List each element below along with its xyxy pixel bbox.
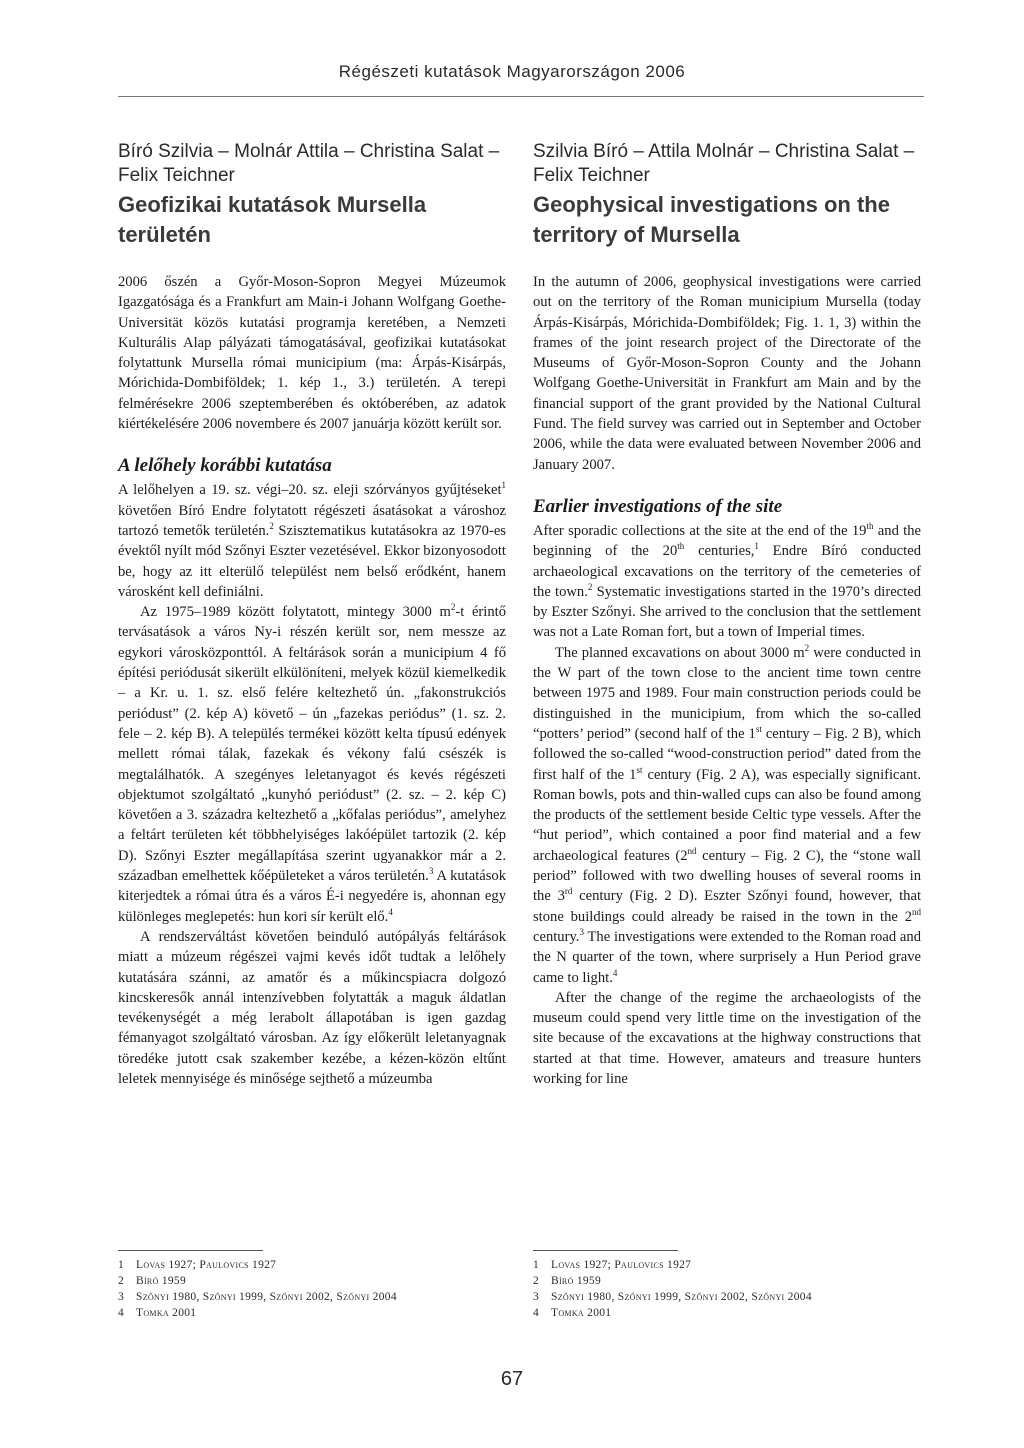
footnote-item: 2 Bíró 1959 xyxy=(118,1275,187,1287)
intro-paragraph: In the autumn of 2006, geophysical investigations were carried out on the territory of the Roman municipium Mursella (today Árpás-Kisárpás, Mórichida-Dombiföldek; Fig. 1. 1, 3) within the frames of the joint research project of the Directorate of the Museums of Győr-Moson-Sopron County and the Johann Wolfgang Goethe-Universität in Frankfurt am Main and by the financial support of the grant provided by the National Cultural Fund. The field survey was carried out in September and October 2006, while the data were evaluated between November 2006 and January 2007. xyxy=(533,274,921,473)
footnote-item: 4 Tomka 2001 xyxy=(118,1307,197,1319)
footnote-ref: 2 xyxy=(269,521,274,532)
page-number: 67 xyxy=(500,1368,524,1390)
footnotes-hungarian xyxy=(118,1250,448,1321)
footnote-item: 4 Tomka 2001 xyxy=(533,1307,612,1319)
footnote-item: 3 Szőnyi 1980, Szőnyi 1999, Szőnyi 2002, Szőnyi 2004 xyxy=(118,1291,397,1303)
footnote-ref: 1 xyxy=(501,480,506,491)
footnote-ref: 4 xyxy=(388,906,393,917)
footnotes-english xyxy=(533,1250,863,1321)
footnote-ref: 1 xyxy=(754,541,759,552)
paragraph-1: A lelőhelyen a 19. sz. végi–20. sz. eleji szórványos gyűjtéseket$^1$ követően Bíró Endre folytatott régészeti ásatásokat a városhoz tartozó temetők területén.$^2$ Szisztematikus kutatásokra az 1970-es évektől nyílt mód Szőnyi Eszter vezetésével. Ekkor bizonyosodott be, hogy az itt elterülő települést nem belső erődként, hanem városként kell definiálni. xyxy=(118,480,506,600)
footnote-rule xyxy=(118,1250,263,1251)
column-hungarian xyxy=(118,140,506,1089)
footnote-item: 1 Lovas 1927; Paulovics 1927 xyxy=(118,1259,277,1271)
footnote-ref: 4 xyxy=(612,967,618,978)
paragraph-3: A rendszerváltást követően beinduló autópályás feltárások miatt a múzeum régészei vajmi kevés időt tudtak a lelőhely kutatására szánni, az amatőr és a műkincspiacra dolgozó kincskeresők annál intenzívebben folytatták a maguk áldatlan tevékenységét a még lerabolt állapotában is igen gazdag fémanyagot szolgáltató városban. Az így előkerült leletanyagnak töredéke jutott csak szakember kezébe, a kézen-közön eltűnt leletek mennyisége és minősége sejthető a múzeumba xyxy=(118,928,506,1087)
footnote-item: 3 Szőnyi 1980, Szőnyi 1999, Szőnyi 2002, Szőnyi 2004 xyxy=(533,1291,812,1303)
footnote-ref: 3 xyxy=(579,927,584,938)
section-heading-english: Earlier investigations of the site xyxy=(533,495,783,517)
authors-hungarian: Bíró Szilvia – Molnár Attila – Christina Salat – Felix Teichner xyxy=(118,141,500,186)
header-rule xyxy=(118,96,924,97)
footnote-rule xyxy=(533,1250,678,1251)
title-hungarian: Geofizikai kutatások Mursella területén xyxy=(118,192,427,247)
authors-english: Szilvia Bíró – Attila Molnár – Christina Salat – Felix Teichner xyxy=(533,141,915,186)
paragraph-2: The planned excavations on about 3000 $m^2$ were conducted in the W part of the town close to the ancient time town centre between 1975 and 1989. Four main construction periods could be distinguished in the municipium, from which the so-called “potters’ period” (second half of the 1st century – Fig. 2 B), which followed the so-called “wood-construction period” dated from the first half of the 1st century (Fig. 2 A), was especially significant. Roman bowls, pots and thin-walled cups can also be found among the products of the settlement beside Celtic type vessels. After the “hut period”, which contained a poor find material and a few archaeological features (2nd century – Fig. 2 C), the “stone wall period” followed with two dwelling houses of several rooms in the 3rd century (Fig. 2 D). Eszter Szőnyi found, however, that stone buildings could already be raised in the town in the 2nd century.$^3$ The investigations were extended to the Roman road and the N quarter of the town, where surprisely a Hun Period grave came to light.$^4$ xyxy=(533,642,922,986)
title-english: Geophysical investigations on the territory of Mursella xyxy=(533,192,890,247)
body-english xyxy=(533,272,921,1089)
paragraph-1: After sporadic collections at the site at the end of the 19th and the beginning of the 20th centuries,$^1$ Endre Bíró conducted archaeological excavations on the territory of the cemeteries of the town.$^2$ Systematic investigations started in the 1970’s directed by Eszter Szőnyi. She arrived to the conclusion that the settlement was not a Late Roman fort, but a town of Imperial times. xyxy=(533,521,921,641)
paragraph-3: After the change of the regime the archaeologists of the museum could spend very little time on the investigation of the site because of the excavations at the highway constructions that started at that time. However, amateurs and treasure hunters working for line xyxy=(533,989,921,1087)
column-english xyxy=(533,140,921,1089)
footnote-item: 1 Lovas 1927; Paulovics 1927 xyxy=(533,1259,692,1271)
footnote-ref: 3 xyxy=(428,866,434,877)
running-header: Régészeti kutatások Magyarországon 2006 xyxy=(338,62,686,81)
footnote-ref: 2 xyxy=(587,582,593,592)
section-heading-hungarian: A lelőhely korábbi kutatása xyxy=(118,455,332,477)
intro-paragraph: 2006 őszén a Győr-Moson-Sopron Megyei Múzeumok Igazgatósága és a Frankfurt am Main-i Johann Wolfgang Goethe-Universität közös kutatási programja keretében, a Nemzeti Kulturális Alap pályázati támogatásával, geofizikai kutatásokat folytattunk Mursella római municipium (ma: Árpás-Kisárpás, Mórichida-Dombiföldek; 1. kép 1., 3.) területén. A terepi felmérésekre 2006 szeptemberében és októberében, az adatok kiértékelésére 2006 novembere és 2007 januárja között került sor. xyxy=(118,274,506,433)
footnote-item: 2 Bíró 1959 xyxy=(533,1275,602,1287)
body-hungarian xyxy=(118,272,506,1089)
paragraph-2: Az 1975–1989 között folytatott, mintegy 3000 $m^2-t$ érintő tervásatások a város Ny-i részén került sor, nem messze az egykori városközponttól. A feltárások során a municipium 4 fő építési periódusát sikerült elkülöníteni, melyek közül kiemelkedik – a Kr. u. 1. sz. első felére keltezhető ún. „fakonstrukciós periódust” (2. kép A) követő – ún „fazekas periódus” (1. sz. 2. fele – 2. kép B). A település termékei között kelta típusú edények mellett római tálak, fazekak és vékony falú csészék is megtalálhatók. A szegényes leletanyagot és kevés régészeti objektumot szolgáltató „kunyhó periódust” (2. sz. – 2. kép C) követően a 3. századra keltezhető a „kőfalas periódus”, amelyhez a feltárt területen két többhelyiséges lakóépület tartozik (2. kép D). Szőnyi Eszter megállapítása szerint ugyanakkor már a 2. században emelhettek kőépületeket a város területén.$^3$ A kutatások kiterjedtek a római útra és a város É-i negyedére is, ahonnan egy különleges meglepetés: hun kori sír került elő.$^4$ xyxy=(118,602,507,925)
